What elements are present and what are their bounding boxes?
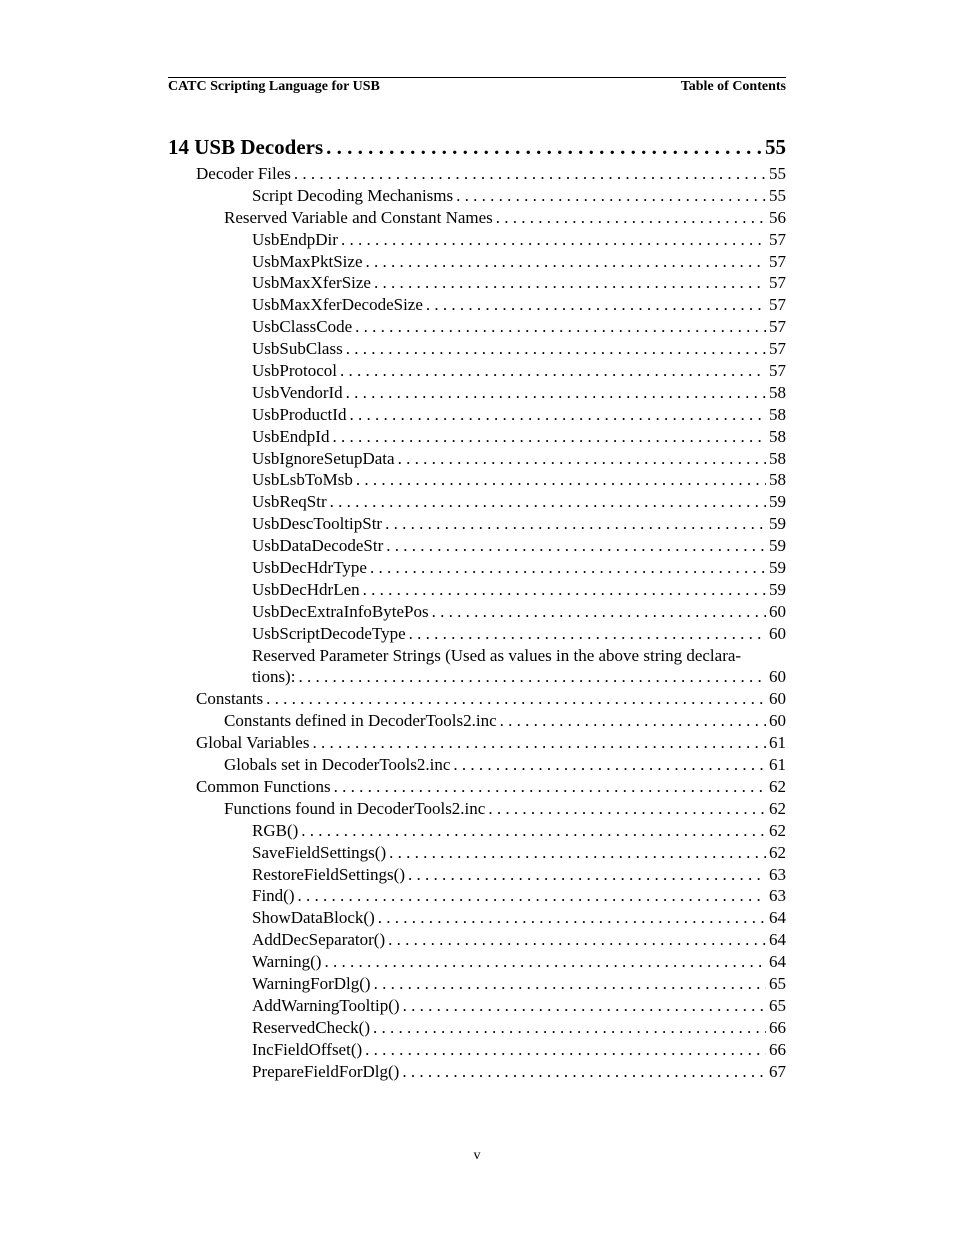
toc-entry-title: PrepareFieldForDlg() xyxy=(252,1061,400,1081)
toc-entry-page: 60 xyxy=(769,667,786,687)
toc-entry-title: UsbSubClass xyxy=(252,339,343,359)
toc-entry-title: SaveFieldSettings() xyxy=(252,842,387,862)
dot-leader xyxy=(370,557,766,579)
toc-entry[interactable] xyxy=(168,1017,786,1039)
toc-entry-title: Constants xyxy=(196,689,264,709)
toc-entry-title: AddDecSeparator() xyxy=(252,930,386,950)
toc-entry-page: 55 xyxy=(769,185,786,205)
dot-leader xyxy=(332,426,766,448)
dot-leader xyxy=(312,732,766,754)
toc-entry[interactable] xyxy=(168,798,786,820)
toc-entry-page: 65 xyxy=(769,973,786,993)
toc-entry-title: UsbProtocol xyxy=(252,361,337,381)
dot-leader xyxy=(298,666,766,688)
dot-leader xyxy=(355,316,766,338)
toc-entry-title: UsbDecHdrType xyxy=(252,558,367,578)
toc-entry-page: 55 xyxy=(769,164,786,183)
toc-entry-page: 60 xyxy=(769,601,786,621)
toc-entry-page: 56 xyxy=(769,207,786,227)
toc-entry[interactable] xyxy=(168,907,786,929)
toc-entry-page: 62 xyxy=(769,798,786,818)
toc-entry-title: RGB() xyxy=(252,820,299,840)
toc-entry[interactable] xyxy=(168,973,786,995)
dot-leader xyxy=(402,1061,766,1083)
toc-entry-page: 57 xyxy=(769,251,786,271)
toc-entry-title: UsbMaxXferSize xyxy=(252,273,371,293)
toc-wrapped-entry[interactable] xyxy=(168,645,786,689)
toc-entry-title: UsbClassCode xyxy=(252,317,353,337)
toc-entries-group xyxy=(168,688,786,1082)
toc-entry[interactable] xyxy=(168,864,786,886)
toc-entry[interactable] xyxy=(168,316,786,338)
dot-leader xyxy=(374,272,766,294)
toc-entry-page: 60 xyxy=(769,623,786,643)
toc-entry-page: 66 xyxy=(769,1017,786,1037)
toc-entry-page: 63 xyxy=(769,864,786,884)
toc-entry[interactable] xyxy=(168,776,786,798)
toc-entry-page: 57 xyxy=(769,339,786,359)
toc-entry-page: 61 xyxy=(769,755,786,775)
toc-entry[interactable] xyxy=(168,207,786,229)
toc-entry[interactable] xyxy=(168,995,786,1017)
toc-entry-title: UsbReqStr xyxy=(252,492,327,512)
toc-entry-title: Reserved Variable and Constant Names xyxy=(224,207,493,227)
toc-entry[interactable] xyxy=(168,820,786,842)
toc-entry-continuation xyxy=(168,666,786,688)
toc-entry[interactable] xyxy=(168,404,786,426)
header-rule xyxy=(168,77,786,78)
toc-entry-page: 59 xyxy=(769,536,786,556)
toc-entry-page: 67 xyxy=(769,1061,786,1081)
toc-entry-title: WarningForDlg() xyxy=(252,973,371,993)
dot-leader xyxy=(496,207,766,229)
toc-entry[interactable] xyxy=(168,448,786,470)
toc-entry-page: 58 xyxy=(769,404,786,424)
toc-entry[interactable] xyxy=(168,251,786,273)
dot-leader xyxy=(408,864,766,886)
toc-entry-title: UsbMaxXferDecodeSize xyxy=(252,295,423,315)
dot-leader xyxy=(365,1039,766,1061)
dot-leader xyxy=(386,535,766,557)
toc-entry[interactable] xyxy=(168,294,786,316)
dot-leader xyxy=(374,973,766,995)
dot-leader xyxy=(378,907,766,929)
dot-leader xyxy=(324,951,766,973)
toc-entry-page: 58 xyxy=(769,426,786,446)
toc-entry[interactable] xyxy=(168,185,786,207)
toc-entry[interactable] xyxy=(168,163,786,185)
toc-entry-page: 64 xyxy=(769,908,786,928)
toc-entry-title: UsbDescTooltipStr xyxy=(252,514,383,534)
toc-entry-page: 62 xyxy=(769,842,786,862)
dot-leader xyxy=(301,820,766,842)
toc-entry-title: tions): xyxy=(252,667,296,687)
dot-leader xyxy=(334,776,766,798)
toc-entry[interactable] xyxy=(168,535,786,557)
toc-entry[interactable] xyxy=(168,426,786,448)
toc-entry[interactable] xyxy=(168,579,786,601)
toc-entry-page: 60 xyxy=(769,689,786,709)
toc-entry[interactable] xyxy=(168,885,786,907)
toc-entry-page: 62 xyxy=(769,776,786,796)
toc-entry-page: 57 xyxy=(769,295,786,315)
toc-entry-title: UsbDecExtraInfoBytePos xyxy=(252,601,429,621)
table-of-contents xyxy=(168,132,786,1082)
toc-entry[interactable] xyxy=(168,360,786,382)
toc-entry[interactable] xyxy=(168,513,786,535)
toc-entry[interactable] xyxy=(168,623,786,645)
toc-entry-title: ReservedCheck() xyxy=(252,1017,371,1037)
toc-entry-title: Functions found in DecoderTools2.inc xyxy=(224,798,486,818)
toc-entry-page: 65 xyxy=(769,995,786,1015)
toc-entry-title: UsbDecHdrLen xyxy=(252,579,360,599)
toc-entry-page: 63 xyxy=(769,886,786,906)
dot-leader xyxy=(426,294,766,316)
toc-entry[interactable] xyxy=(168,842,786,864)
toc-entry[interactable] xyxy=(168,710,786,732)
toc-chapter-page: 55 xyxy=(765,135,786,159)
toc-entry-title: Globals set in DecoderTools2.inc xyxy=(224,755,451,775)
toc-entry[interactable] xyxy=(168,229,786,251)
toc-entry-title: Constants defined in DecoderTools2.inc xyxy=(224,711,497,731)
dot-leader xyxy=(341,229,766,251)
toc-entry-title: Script Decoding Mechanisms xyxy=(252,185,454,205)
toc-entry[interactable] xyxy=(168,338,786,360)
dot-leader xyxy=(349,404,766,426)
dot-leader xyxy=(346,382,766,404)
toc-entry-page: 64 xyxy=(769,952,786,972)
dot-leader xyxy=(294,163,766,185)
toc-entry[interactable] xyxy=(168,732,786,754)
dot-leader xyxy=(389,842,766,864)
toc-entry-page: 59 xyxy=(769,579,786,599)
dot-leader xyxy=(346,338,766,360)
toc-entry-title: Find() xyxy=(252,886,295,906)
toc-chapter-title: 14 USB Decoders xyxy=(168,135,324,159)
toc-entry-page: 59 xyxy=(769,492,786,512)
toc-entry-page: 58 xyxy=(769,470,786,490)
toc-entry-page: 58 xyxy=(769,382,786,402)
dot-leader xyxy=(432,601,766,623)
toc-entry-page: 62 xyxy=(769,820,786,840)
running-head-section: Table of Contents xyxy=(680,79,786,94)
toc-entry-title: UsbMaxPktSize xyxy=(252,251,363,271)
dot-leader xyxy=(500,710,766,732)
toc-entry-title: UsbDataDecodeStr xyxy=(252,536,384,556)
toc-entry[interactable] xyxy=(168,688,786,710)
toc-entry[interactable] xyxy=(168,557,786,579)
dot-leader xyxy=(366,251,767,273)
toc-entry[interactable] xyxy=(168,1039,786,1061)
toc-entry[interactable] xyxy=(168,272,786,294)
dot-leader xyxy=(373,1017,766,1039)
toc-entry-page: 57 xyxy=(769,229,786,249)
toc-entry-title: Warning() xyxy=(252,952,322,972)
page-number: v xyxy=(473,1148,481,1163)
toc-entry-page: 57 xyxy=(769,361,786,381)
dot-leader xyxy=(488,798,766,820)
toc-entry[interactable] xyxy=(168,491,786,513)
dot-leader xyxy=(456,185,766,207)
dot-leader xyxy=(403,995,766,1017)
toc-entry[interactable] xyxy=(168,1061,786,1083)
dot-leader xyxy=(363,579,766,601)
dot-leader xyxy=(398,448,766,470)
toc-entry-title: UsbIgnoreSetupData xyxy=(252,448,395,468)
toc-entry-page: 58 xyxy=(769,448,786,468)
toc-entry-title: Decoder Files xyxy=(196,164,291,183)
toc-entry-title: AddWarningTooltip() xyxy=(252,995,400,1015)
toc-entry-title: Global Variables xyxy=(196,733,310,753)
dot-leader xyxy=(266,688,766,710)
toc-entry-page: 64 xyxy=(769,930,786,950)
toc-entry-title: UsbLsbToMsb xyxy=(252,470,353,490)
toc-entry-title-line: Reserved Parameter Strings (Used as values in the above string declara- xyxy=(252,645,742,665)
toc-chapter-entry[interactable] xyxy=(168,132,786,163)
toc-entry-title: IncFieldOffset() xyxy=(252,1039,363,1059)
toc-entry[interactable] xyxy=(168,929,786,951)
dot-leader xyxy=(326,132,762,163)
toc-entry-title: RestoreFieldSettings() xyxy=(252,864,405,884)
toc-entry-title: UsbScriptDecodeType xyxy=(252,623,406,643)
dot-leader xyxy=(385,513,766,535)
toc-entry-title: UsbEndpDir xyxy=(252,229,338,249)
toc-entry-page: 59 xyxy=(769,558,786,578)
dot-leader xyxy=(409,623,766,645)
toc-entry-title: UsbEndpId xyxy=(252,426,330,446)
toc-entry-page: 61 xyxy=(769,733,786,753)
toc-entry-title: UsbProductId xyxy=(252,404,347,424)
toc-entry-page: 66 xyxy=(769,1039,786,1059)
toc-entry-page: 60 xyxy=(769,711,786,731)
toc-entry[interactable] xyxy=(168,469,786,491)
toc-entry-page: 57 xyxy=(769,317,786,337)
toc-entry[interactable] xyxy=(168,382,786,404)
dot-leader xyxy=(330,491,766,513)
dot-leader xyxy=(453,754,766,776)
toc-entry-title: UsbVendorId xyxy=(252,382,343,402)
dot-leader xyxy=(298,885,767,907)
toc-entry-page: 57 xyxy=(769,273,786,293)
dot-leader xyxy=(340,360,766,382)
toc-entry-title: ShowDataBlock() xyxy=(252,908,375,928)
toc-entry[interactable] xyxy=(168,601,786,623)
running-head-title: CATC Scripting Language for USB xyxy=(168,79,380,94)
dot-leader xyxy=(356,469,766,491)
toc-entry[interactable] xyxy=(168,754,786,776)
toc-entry-title: Common Functions xyxy=(196,776,331,796)
dot-leader xyxy=(388,929,766,951)
toc-entry[interactable] xyxy=(168,951,786,973)
toc-entry-page: 59 xyxy=(769,514,786,534)
toc-entries-group xyxy=(168,163,786,645)
